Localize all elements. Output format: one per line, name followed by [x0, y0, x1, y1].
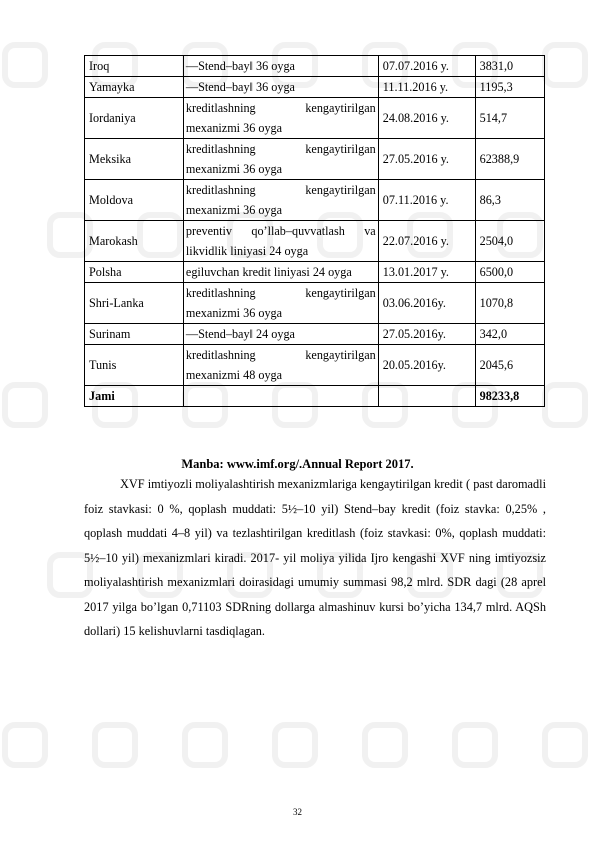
table-row — [85, 98, 545, 139]
facility-cell: ―Stend–bay‖ 36 oyga — [183, 77, 378, 98]
amount-cell: 1070,8 — [475, 283, 544, 324]
facility-cell: kreditlashning kengaytirilgan mexanizmi 36 oyga — [183, 180, 378, 221]
body-paragraph: XVF imtiyozli moliyalashtirish mexanizmlariga kengaytirilgan kredit ( past daromadli foiz stavkasi: 0 %, qoplash muddati: 5½–10 yil) Stend–bay kredit (foiz stavka: 0,25% , qoplash muddati 4–8 yil) va tezlashtirilgan kreditlash (foiz stavkasi: 0%, qoplash muddati: 5½–10 yil) mexanizmlari kiradi. 2017- yil moliya yilida Ijro kengashi XVF ning imtiyozsiz moliyalashtirish mexanizmlari doirasidagi umumiy summasi 98,2 mlrd. SDR dagi (28 aprel 2017 yilga bo’lgan 0,71103 SDRning dollarga almashinuv kursi bo’yicha 134,7 mlrd. AQSh dollari) 15 kelishuvlarni tasdiqlagan. — [84, 477, 546, 638]
loan-arrangements-table — [84, 55, 545, 407]
facility-cell: egiluvchan kredit liniyasi 24 oyga — [183, 262, 378, 283]
facility-cell: kreditlashning kengaytirilgan mexanizmi 36 oyga — [183, 283, 378, 324]
table-row — [85, 56, 545, 77]
country-cell: Meksika — [85, 139, 184, 180]
date-cell: 27.05.2016y. — [378, 324, 475, 345]
table-source-caption: Manba: www.imf.org/.Annual Report 2017. — [181, 457, 414, 471]
total-value: 98233,8 — [475, 386, 544, 407]
table-row — [85, 139, 545, 180]
date-cell: 07.11.2016 y. — [378, 180, 475, 221]
amount-cell: 514,7 — [475, 98, 544, 139]
date-cell: 20.05.2016y. — [378, 345, 475, 386]
table-row — [85, 324, 545, 345]
country-cell: Polsha — [85, 262, 184, 283]
amount-cell: 1195,3 — [475, 77, 544, 98]
total-row — [85, 386, 545, 407]
facility-cell: ―Stend–bay‖ 36 oyga — [183, 56, 378, 77]
table-row — [85, 283, 545, 324]
amount-cell: 2045,6 — [475, 345, 544, 386]
facility-cell: kreditlashning kengaytirilgan mexanizmi 36 oyga — [183, 98, 378, 139]
date-cell: 22.07.2016 y. — [378, 221, 475, 262]
page-number: 32 — [293, 807, 302, 817]
amount-cell: 3831,0 — [475, 56, 544, 77]
date-cell: 27.05.2016 y. — [378, 139, 475, 180]
amount-cell: 2504,0 — [475, 221, 544, 262]
country-cell: Surinam — [85, 324, 184, 345]
table-row — [85, 221, 545, 262]
amount-cell: 6500,0 — [475, 262, 544, 283]
facility-cell: preventiv qo’llab–quvvatlash va likvidlik liniyasi 24 oyga — [183, 221, 378, 262]
date-cell: 03.06.2016y. — [378, 283, 475, 324]
amount-cell: 62388,9 — [475, 139, 544, 180]
date-cell: 24.08.2016 y. — [378, 98, 475, 139]
date-cell: 07.07.2016 y. — [378, 56, 475, 77]
empty-cell — [378, 386, 475, 407]
country-cell: Iroq — [85, 56, 184, 77]
amount-cell: 342,0 — [475, 324, 544, 345]
table-row — [85, 345, 545, 386]
date-cell: 13.01.2017 y. — [378, 262, 475, 283]
total-label: Jami — [85, 386, 184, 407]
table-body — [85, 56, 545, 407]
country-cell: Marokash — [85, 221, 184, 262]
table-row — [85, 262, 545, 283]
country-cell: Iordaniya — [85, 98, 184, 139]
country-cell: Tunis — [85, 345, 184, 386]
table-row — [85, 77, 545, 98]
country-cell: Moldova — [85, 180, 184, 221]
facility-cell: kreditlashning kengaytirilgan mexanizmi 48 oyga — [183, 345, 378, 386]
table-row — [85, 180, 545, 221]
country-cell: Yamayka — [85, 77, 184, 98]
facility-cell: kreditlashning kengaytirilgan mexanizmi 36 oyga — [183, 139, 378, 180]
empty-cell — [183, 386, 378, 407]
amount-cell: 86,3 — [475, 180, 544, 221]
country-cell: Shri-Lanka — [85, 283, 184, 324]
date-cell: 11.11.2016 y. — [378, 77, 475, 98]
facility-cell: ―Stend–bay‖ 24 oyga — [183, 324, 378, 345]
